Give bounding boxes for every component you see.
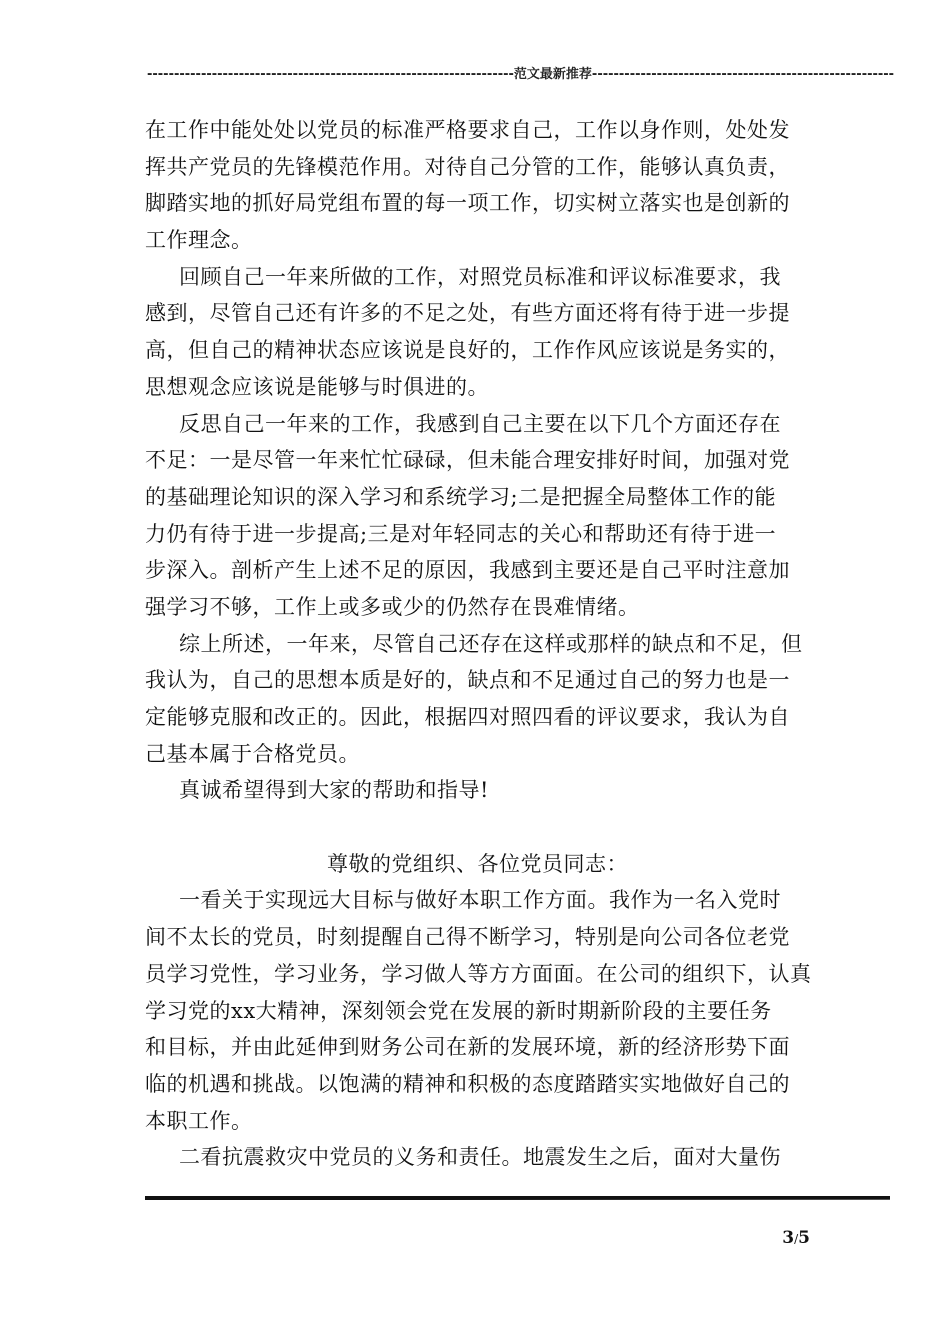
header-dashes-right: -------------------------------------------------------- [591,67,895,82]
text-line: 思想观念应该说是能够与时俱进的。 [145,374,489,399]
text-line: 反思自己一年来的工作，我感到自己主要在以下几个方面还存在 [179,411,781,436]
text-line: 脚踏实地的抓好局党组布置的每一项工作，切实树立落实也是创新的 [145,191,790,216]
text-line: 二看抗震救灾中党员的义务和责任。地震发生之后，面对大量伤 [179,1145,781,1170]
text-line: 在工作中能处处以党员的标准严格要求自己，工作以身作则，处处发 [145,118,790,142]
page-number [760,1228,810,1248]
page-total: 5 [798,1228,810,1248]
paragraph-block-1 [145,112,810,809]
salutation: 尊敬的党组织、各位党员同志： [327,851,628,876]
text-line: 挥共产党员的先锋模范作用。对待自己分管的工作，能够认真负责， [145,154,790,179]
paragraph-block-2 [145,882,810,1176]
text-line: 的基础理论知识的深入学习和系统学习;二是把握全局整体工作的能 [145,484,777,509]
header-dashes-left: -------------------------------------------------------------------- [147,67,514,82]
text-line: 综上所述，一年来，尽管自己还存在这样或那样的缺点和不足，但 [179,631,803,656]
text-line: 步深入。剖析产生上述不足的原因，我感到主要还是自己平时注意加 [145,558,790,583]
text-line: 不足：一是尽管一年来忙忙碌碌，但未能合理安排好时间，加强对党 [145,448,790,473]
text-line: 己基本属于合格党员。 [145,741,360,766]
page-current: 3 [782,1228,795,1248]
text-line: 感到，尽管自己还有许多的不足之处，有些方面还将有待于进一步提 [145,301,790,326]
text-line: 本职工作。 [145,1108,253,1133]
text-line: 我认为，自己的思想本质是好的，缺点和不足通过自己的努力也是一 [145,668,790,693]
text-line: 强学习不够，工作上或多或少的仍然存在畏难情绪。 [145,594,640,619]
page-header [147,66,895,84]
text-line: 真诚希望得到大家的帮助和指导! [179,778,489,803]
blank-line [145,809,810,846]
text-line: 员学习党性，学习业务，学习做人等方方面面。在公司的组织下，认真 [145,961,812,986]
text-line: 间不太长的党员，时刻提醒自己得不断学习，特别是向公司各位老党 [145,925,790,950]
header-title: 范文最新推荐 [513,67,592,82]
text-line: 一看关于实现远大目标与做好本职工作方面。我作为一名入党时 [179,888,781,913]
text-line: 力仍有待于进一步提高;三是对年轻同志的关心和帮助还有待于进一 [145,521,777,546]
text-line: 高，但自己的精神状态应该说是良好的，工作作风应该说是务实的， [145,338,790,363]
text-line: 临的机遇和挑战。以饱满的精神和积极的态度踏踏实实地做好自己的 [145,1071,790,1096]
text-line: 回顾自己一年来所做的工作，对照党员标准和评议标准要求，我 [179,264,781,289]
text-line: 和目标，并由此延伸到财务公司在新的发展环境，新的经济形势下面 [145,1035,790,1060]
footer-rule [145,1196,890,1199]
text-line: 定能够克服和改正的。因此，根据四对照四看的评议要求，我认为自 [145,705,790,729]
document-body [145,112,810,1176]
text-line: 工作理念。 [145,228,253,253]
text-line: 学习党的xx大精神，深刻领会党在发展的新时期新阶段的主要任务 [145,998,772,1023]
page-separator: / [794,1232,799,1246]
